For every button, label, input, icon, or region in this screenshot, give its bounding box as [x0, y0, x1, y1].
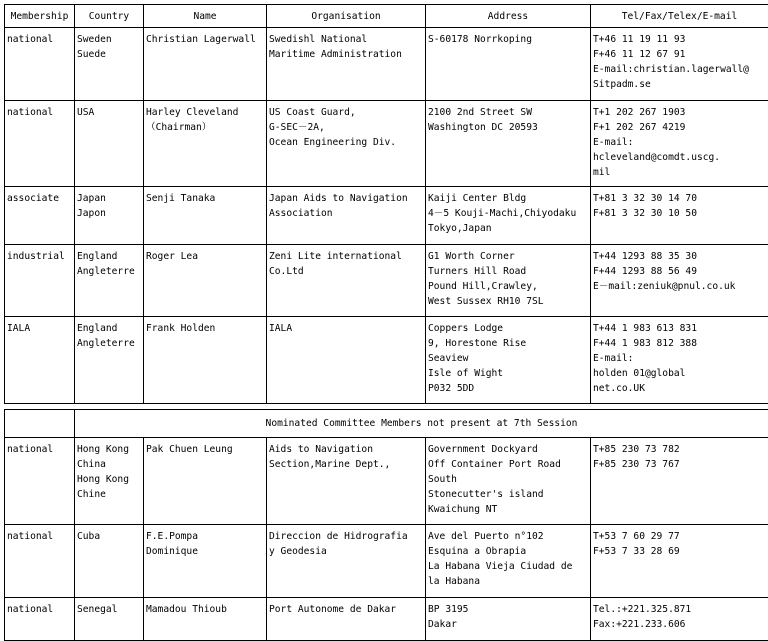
header-membership: Membership: [5, 5, 75, 28]
cell-line: England: [77, 323, 118, 334]
header-organisation: Organisation: [267, 5, 426, 28]
cell-name: [144, 317, 267, 404]
cell-line: Tokyo,Japan: [428, 223, 492, 234]
cell-line: Direccion de Hidrografia: [269, 531, 408, 542]
cell-address: [426, 598, 591, 641]
cell-line: hcleveland@comdt.uscg.: [593, 152, 721, 163]
header-contact: Tel/Fax/Telex/E-mail: [591, 5, 768, 28]
cell-line: net.co.UK: [593, 383, 645, 394]
cell-line: Tel.:+221.325.871: [593, 604, 692, 615]
cell-line: Dominique: [146, 546, 198, 557]
cell-line: T+1 202 267 1903: [593, 107, 686, 118]
header-name: Name: [144, 5, 267, 28]
cell-line: F+53 7 33 28 69: [593, 546, 680, 557]
cell-line: Kwaichung NT: [428, 504, 498, 515]
cell-country: [75, 28, 144, 101]
header-address: Address: [426, 5, 591, 28]
cell-line: E－mail:zeniuk@pnul.co.uk: [593, 281, 736, 292]
cell-line: E-mail:christian.lagerwall@: [593, 64, 749, 75]
cell-line: Washington DC 20593: [428, 122, 538, 133]
cell-line: Seaview: [428, 353, 469, 364]
cell-line: 9, Horestone Rise: [428, 338, 527, 349]
cell-contact: [591, 245, 768, 317]
table-row: [5, 598, 768, 641]
cell-line: F+85 230 73 767: [593, 459, 680, 470]
table-row: [5, 245, 768, 317]
cell-country: [75, 525, 144, 598]
cell-country: [75, 438, 144, 525]
cell-organisation: [267, 317, 426, 404]
cell-address: [426, 101, 591, 187]
cell-line: Cuba: [77, 531, 101, 542]
cell-contact: [591, 101, 768, 187]
cell-line: Hong Kong: [77, 474, 129, 485]
cell-contact: [591, 525, 768, 598]
cell-line: Japan: [77, 193, 106, 204]
cell-line: Swedishl National: [269, 34, 368, 45]
table-row: [5, 438, 768, 525]
cell-line: West Sussex RH10 7SL: [428, 296, 544, 307]
cell-line: Esquina a Obrapia: [428, 546, 527, 557]
cell-line: Frank Holden: [146, 323, 216, 334]
cell-line: Maritime Administration: [269, 49, 402, 60]
cell-line: Angleterre: [77, 266, 135, 277]
cell-line: F+44 1293 88 56 49: [593, 266, 697, 277]
cell-line: Senji Tanaka: [146, 193, 216, 204]
header-country: Country: [75, 5, 144, 28]
cell-line: holden 01@global: [593, 368, 686, 379]
cell-address: [426, 317, 591, 404]
cell-membership: industrial: [5, 245, 75, 317]
cell-line: Turners Hill Road: [428, 266, 527, 277]
cell-line: F+46 11 12 67 91: [593, 49, 686, 60]
cell-line: mil: [593, 167, 611, 178]
cell-line: Senegal: [77, 604, 118, 615]
cell-membership: national: [5, 101, 75, 187]
cell-contact: [591, 317, 768, 404]
cell-membership: national: [5, 525, 75, 598]
cell-line: Sweden: [77, 34, 112, 45]
cell-organisation: [267, 598, 426, 641]
cell-membership: national: [5, 598, 75, 641]
table-row: [5, 317, 768, 404]
cell-line: E-mail:: [593, 137, 634, 148]
cell-contact: [591, 438, 768, 525]
cell-line: T+53 7 60 29 77: [593, 531, 680, 542]
cell-line: y Geodesia: [269, 546, 327, 557]
cell-line: Fax:+221.233.606: [593, 619, 686, 630]
cell-organisation: [267, 438, 426, 525]
cell-line: Zeni Lite international: [269, 251, 402, 262]
cell-country: [75, 598, 144, 641]
cell-address: [426, 28, 591, 101]
cell-line: Hong Kong: [77, 444, 129, 455]
cell-line: Christian Lagerwall: [146, 34, 256, 45]
cell-address: [426, 187, 591, 245]
cell-line: La Habana Vieja Ciudad de: [428, 561, 573, 572]
cell-line: Stonecutter's island: [428, 489, 544, 500]
table-row: [5, 525, 768, 598]
cell-line: Government Dockyard: [428, 444, 538, 455]
cell-line: T+46 11 19 11 93: [593, 34, 686, 45]
nominated-table: [4, 409, 768, 641]
nominated-blank-cell: [5, 410, 75, 438]
cell-line: IALA: [269, 323, 293, 334]
cell-line: Suede: [77, 49, 106, 60]
cell-country: [75, 101, 144, 187]
cell-contact: [591, 28, 768, 101]
cell-line: Roger Lea: [146, 251, 198, 262]
cell-line: Pound Hill,Crawley,: [428, 281, 538, 292]
cell-line: Coppers Lodge: [428, 323, 504, 334]
cell-name: [144, 598, 267, 641]
cell-line: Off Container Port Road: [428, 459, 561, 470]
cell-line: Ave del Puerto n°102: [428, 531, 544, 542]
cell-name: [144, 438, 267, 525]
cell-line: G-SEC－2A,: [269, 122, 325, 133]
cell-line: Dakar: [428, 619, 457, 630]
cell-organisation: [267, 525, 426, 598]
cell-line: 2100 2nd Street SW: [428, 107, 532, 118]
cell-line: Mamadou Thioub: [146, 604, 227, 615]
cell-address: [426, 438, 591, 525]
cell-organisation: [267, 187, 426, 245]
cell-line: T+44 1 983 613 831: [593, 323, 697, 334]
nominated-title-row: [5, 410, 768, 438]
cell-line: S-60178 Norrkoping: [428, 34, 532, 45]
cell-membership: national: [5, 438, 75, 525]
cell-line: England: [77, 251, 118, 262]
cell-line: F+81 3 32 30 10 50: [593, 208, 697, 219]
cell-line: Angleterre: [77, 338, 135, 349]
cell-line: US Coast Guard,: [269, 107, 356, 118]
cell-name: [144, 28, 267, 101]
cell-line: （Chairman）: [146, 122, 212, 133]
cell-line: Harley Cleveland: [146, 107, 239, 118]
cell-line: G1 Worth Corner: [428, 251, 515, 262]
cell-contact: [591, 187, 768, 245]
table-row: [5, 28, 768, 101]
cell-name: [144, 101, 267, 187]
cell-line: USA: [77, 107, 95, 118]
cell-country: [75, 187, 144, 245]
cell-line: P032 5DD: [428, 383, 475, 394]
cell-name: [144, 187, 267, 245]
cell-organisation: [267, 28, 426, 101]
cell-membership: national: [5, 28, 75, 101]
table-row: [5, 101, 768, 187]
cell-name: [144, 245, 267, 317]
cell-contact: [591, 598, 768, 641]
cell-line: Isle of Wight: [428, 368, 504, 379]
cell-line: 4－5 Kouji-Machi,Chiyodaku: [428, 208, 577, 219]
cell-line: F+44 1 983 812 388: [593, 338, 697, 349]
cell-line: Pak Chuen Leung: [146, 444, 233, 455]
header-row: [5, 5, 768, 28]
cell-line: Association: [269, 208, 333, 219]
cell-line: BP 3195: [428, 604, 469, 615]
table-row: [5, 187, 768, 245]
cell-line: la Habana: [428, 576, 480, 587]
cell-organisation: [267, 101, 426, 187]
cell-line: F+1 202 267 4219: [593, 122, 686, 133]
nominated-title: Nominated Committee Members not present at 7th Session: [75, 410, 768, 438]
cell-name: [144, 525, 267, 598]
cell-line: Port Autonome de Dakar: [269, 604, 397, 615]
cell-organisation: [267, 245, 426, 317]
cell-line: F.E.Pompa: [146, 531, 198, 542]
cell-country: [75, 245, 144, 317]
cell-line: South: [428, 474, 457, 485]
cell-line: Japan Aids to Navigation: [269, 193, 408, 204]
cell-line: E-mail:: [593, 353, 634, 364]
cell-country: [75, 317, 144, 404]
cell-line: Ocean Engineering Div.: [269, 137, 397, 148]
cell-line: Kaiji Center Bldg: [428, 193, 527, 204]
cell-line: China: [77, 459, 106, 470]
cell-line: T+85 230 73 782: [593, 444, 680, 455]
cell-line: Japon: [77, 208, 106, 219]
cell-address: [426, 525, 591, 598]
cell-membership: IALA: [5, 317, 75, 404]
cell-address: [426, 245, 591, 317]
cell-line: Sitpadm.se: [593, 79, 651, 90]
members-table: [4, 4, 768, 404]
cell-line: Aids to Navigation: [269, 444, 373, 455]
cell-line: Chine: [77, 489, 106, 500]
cell-line: T+44 1293 88 35 30: [593, 251, 697, 262]
cell-line: Co.Ltd: [269, 266, 304, 277]
cell-line: Section,Marine Dept.,: [269, 459, 391, 470]
cell-membership: associate: [5, 187, 75, 245]
cell-line: T+81 3 32 30 14 70: [593, 193, 697, 204]
